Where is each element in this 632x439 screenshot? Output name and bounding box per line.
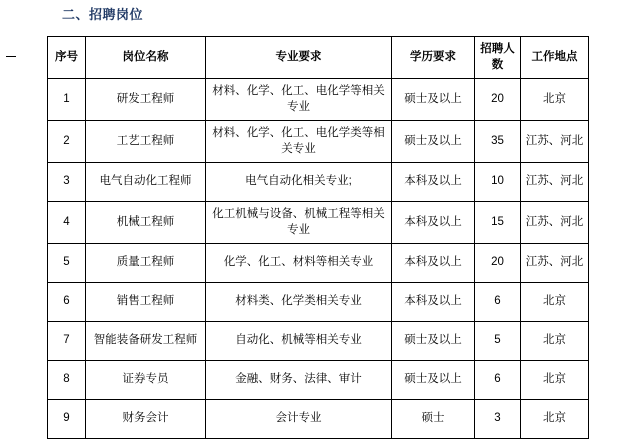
margin-mark xyxy=(6,56,16,57)
table-row xyxy=(48,322,589,361)
table-row xyxy=(48,79,589,121)
cell-major: 材料、化学、化工、电化学类等相关专业 xyxy=(206,121,392,163)
cell-index: 9 xyxy=(48,400,86,439)
cell-major: 会计专业 xyxy=(206,400,392,439)
cell-count: 35 xyxy=(475,121,521,163)
cell-location: 北京 xyxy=(521,283,589,322)
job-positions-table xyxy=(47,36,589,439)
column-header-education: 学历要求 xyxy=(392,37,475,79)
cell-location: 北京 xyxy=(521,400,589,439)
column-header-count: 招聘人数 xyxy=(475,37,521,79)
cell-education: 本科及以上 xyxy=(392,283,475,322)
column-header-major: 专业要求 xyxy=(206,37,392,79)
cell-index: 2 xyxy=(48,121,86,163)
cell-title: 工艺工程师 xyxy=(86,121,206,163)
cell-title: 销售工程师 xyxy=(86,283,206,322)
cell-count: 20 xyxy=(475,244,521,283)
cell-major: 材料类、化学类相关专业 xyxy=(206,283,392,322)
cell-count: 3 xyxy=(475,400,521,439)
page-title: 二、招聘岗位 xyxy=(62,7,144,22)
cell-index: 4 xyxy=(48,202,86,244)
cell-major: 自动化、机械等相关专业 xyxy=(206,322,392,361)
table-body xyxy=(48,79,589,439)
table-row xyxy=(48,361,589,400)
cell-education: 硕士及以上 xyxy=(392,121,475,163)
cell-index: 7 xyxy=(48,322,86,361)
cell-count: 6 xyxy=(475,361,521,400)
table-row xyxy=(48,163,589,202)
cell-index: 1 xyxy=(48,79,86,121)
cell-education: 硕士及以上 xyxy=(392,361,475,400)
cell-count: 10 xyxy=(475,163,521,202)
cell-major: 化学、化工、材料等相关专业 xyxy=(206,244,392,283)
cell-index: 3 xyxy=(48,163,86,202)
cell-count: 20 xyxy=(475,79,521,121)
cell-count: 15 xyxy=(475,202,521,244)
cell-location: 江苏、河北 xyxy=(521,244,589,283)
cell-education: 本科及以上 xyxy=(392,244,475,283)
column-header-index: 序号 xyxy=(48,37,86,79)
cell-location: 江苏、河北 xyxy=(521,202,589,244)
column-header-location: 工作地点 xyxy=(521,37,589,79)
table-row xyxy=(48,202,589,244)
cell-index: 6 xyxy=(48,283,86,322)
cell-location: 江苏、河北 xyxy=(521,121,589,163)
cell-major: 材料、化学、化工、电化学等相关专业 xyxy=(206,79,392,121)
cell-location: 江苏、河北 xyxy=(521,163,589,202)
cell-location: 北京 xyxy=(521,361,589,400)
table-row xyxy=(48,400,589,439)
cell-education: 硕士及以上 xyxy=(392,322,475,361)
cell-title: 研发工程师 xyxy=(86,79,206,121)
cell-education: 本科及以上 xyxy=(392,202,475,244)
cell-title: 质量工程师 xyxy=(86,244,206,283)
table-row xyxy=(48,244,589,283)
table-row xyxy=(48,121,589,163)
cell-title: 电气自动化工程师 xyxy=(86,163,206,202)
cell-location: 北京 xyxy=(521,322,589,361)
table-row xyxy=(48,283,589,322)
cell-title: 智能装备研发工程师 xyxy=(86,322,206,361)
cell-education: 硕士 xyxy=(392,400,475,439)
cell-title: 证券专员 xyxy=(86,361,206,400)
cell-location: 北京 xyxy=(521,79,589,121)
cell-major: 化工机械与设备、机械工程等相关专业 xyxy=(206,202,392,244)
cell-education: 本科及以上 xyxy=(392,163,475,202)
cell-title: 财务会计 xyxy=(86,400,206,439)
cell-major: 电气自动化相关专业; xyxy=(206,163,392,202)
cell-major: 金融、财务、法律、审计 xyxy=(206,361,392,400)
cell-index: 8 xyxy=(48,361,86,400)
column-header-title: 岗位名称 xyxy=(86,37,206,79)
cell-count: 6 xyxy=(475,283,521,322)
cell-index: 5 xyxy=(48,244,86,283)
table-header-row xyxy=(48,37,589,79)
cell-count: 5 xyxy=(475,322,521,361)
cell-education: 硕士及以上 xyxy=(392,79,475,121)
cell-title: 机械工程师 xyxy=(86,202,206,244)
